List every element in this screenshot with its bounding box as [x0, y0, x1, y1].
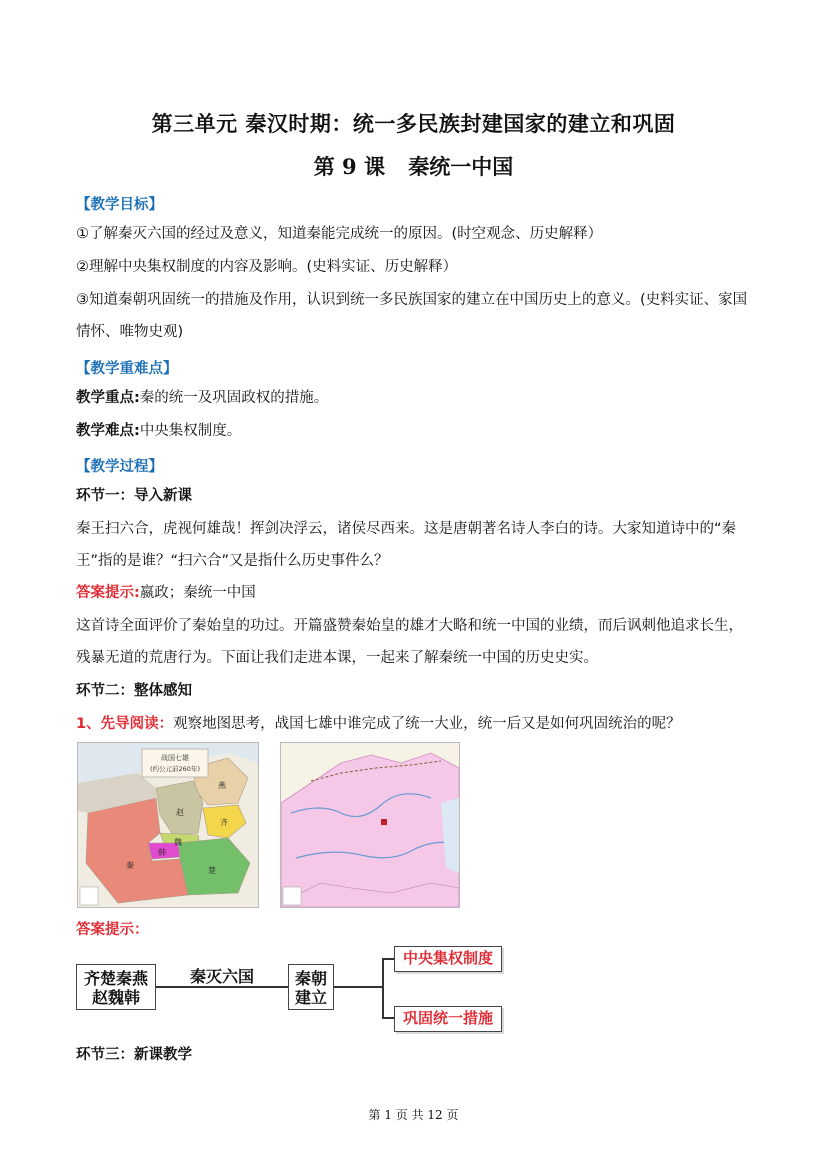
- qin-founded-box: [288, 964, 334, 1010]
- six-states-box: [76, 964, 156, 1010]
- focus-label: 教学重点:: [76, 390, 140, 406]
- branch-vertical: [382, 958, 384, 1018]
- step1-title: 环节一：导入新课: [76, 488, 192, 504]
- branch-bottom: [382, 1017, 394, 1019]
- central-power-box: 中央集权制度: [394, 946, 502, 972]
- qin-founded-line1: 秦朝: [294, 969, 327, 988]
- six-states-line2: 赵魏韩: [91, 988, 140, 1007]
- map1-label-zhao: 赵: [176, 808, 184, 817]
- preread-line: [76, 708, 756, 741]
- map1-label-qi: 齐: [220, 818, 228, 827]
- objective-item-1: ①了解秦灭六国的经过及意义，知道秦能完成统一的原因。(时空观念、历史解释）: [76, 226, 603, 242]
- objective-item-3: ③知道秦朝巩固统一的措施及作用，认识到统一多民族国家的建立在中国历史上的意义。(史料实证、家国: [76, 292, 748, 308]
- answer1-label: 答案提示:: [76, 585, 140, 601]
- page-footer: 第 1 页 共 12 页: [368, 1108, 459, 1122]
- qin-dynasty-map: [280, 742, 460, 908]
- map1-label-qin: 秦: [126, 861, 134, 870]
- map1-legend-title: 战国七雄: [161, 754, 189, 762]
- conquest-label: 秦灭六国: [189, 967, 254, 986]
- step1-line1: 秦王扫六合，虎视何雄哉！挥剑决浮云，诸侯尽西来。这是唐朝著名诗人李白的诗。大家知道诗中的“秦: [76, 521, 737, 537]
- difficulty-label: 教学难点:: [76, 423, 140, 439]
- map1-label-wei: 魏: [174, 838, 182, 847]
- focus-line: [76, 382, 756, 415]
- warring-states-map: [77, 742, 259, 908]
- process-heading: 【教学过程】: [76, 459, 163, 475]
- answer2-line: [76, 914, 756, 947]
- answer1-text: 嬴政；秦统一中国: [139, 585, 256, 601]
- step1-line4: 残暴无道的荒唐行为。下面让我们走进本课，一起来了解秦统一中国的历史史实。: [76, 650, 598, 666]
- branch-top: [382, 958, 394, 960]
- objective-item-3-cont: 情怀、唯物史观): [76, 324, 184, 340]
- consolidation-box: 巩固统一措施: [394, 1006, 502, 1032]
- six-states-line1: 齐楚秦燕: [83, 969, 148, 988]
- step1-line2: 王”指的是谁？“扫六合”又是指什么历史事件么？: [76, 553, 389, 569]
- qin-founded-line2: 建立: [294, 988, 327, 1007]
- lesson-number: 第 9 课: [313, 154, 385, 179]
- step3-title: 环节三：新课教学: [76, 1047, 192, 1063]
- step1-line3: 这首诗全面评价了秦始皇的功过。开篇盛赞秦始皇的雄才大略和统一中国的业绩，而后讽刺他追求长生，: [76, 618, 743, 634]
- unit-title: 第三单元 秦汉时期：统一多民族封建国家的建立和巩固: [151, 111, 676, 136]
- map1-label-han: 韩: [158, 848, 166, 857]
- map1-label-chu: 楚: [208, 866, 216, 875]
- branch-connector: [334, 986, 382, 988]
- focus-text: 秦的统一及巩固政权的措施。: [139, 390, 329, 406]
- objectives-heading: 【教学目标】: [76, 197, 163, 213]
- step2-title: 环节二：整体感知: [76, 683, 192, 699]
- keypoints-heading: 【教学重难点】: [76, 361, 178, 377]
- map1-label-yan: 燕: [218, 781, 226, 790]
- objective-item-2: ②理解中央集权制度的内容及影响。(史料实证、历史解释）: [76, 259, 458, 275]
- lesson-title: [0, 151, 827, 181]
- preread-label: 1、先导阅读：: [76, 716, 174, 732]
- answer2-label: 答案提示：: [76, 922, 149, 938]
- lesson-name: 秦统一中国: [408, 154, 514, 179]
- preread-text: 观察地图思考，战国七雄中谁完成了统一大业，统一后又是如何巩固统治的呢？: [173, 716, 681, 732]
- answer1-line: [76, 577, 756, 610]
- map1-legend-date: (约公元前260年): [150, 765, 200, 773]
- difficulty-line: [76, 415, 756, 448]
- difficulty-text: 中央集权制度。: [139, 423, 242, 439]
